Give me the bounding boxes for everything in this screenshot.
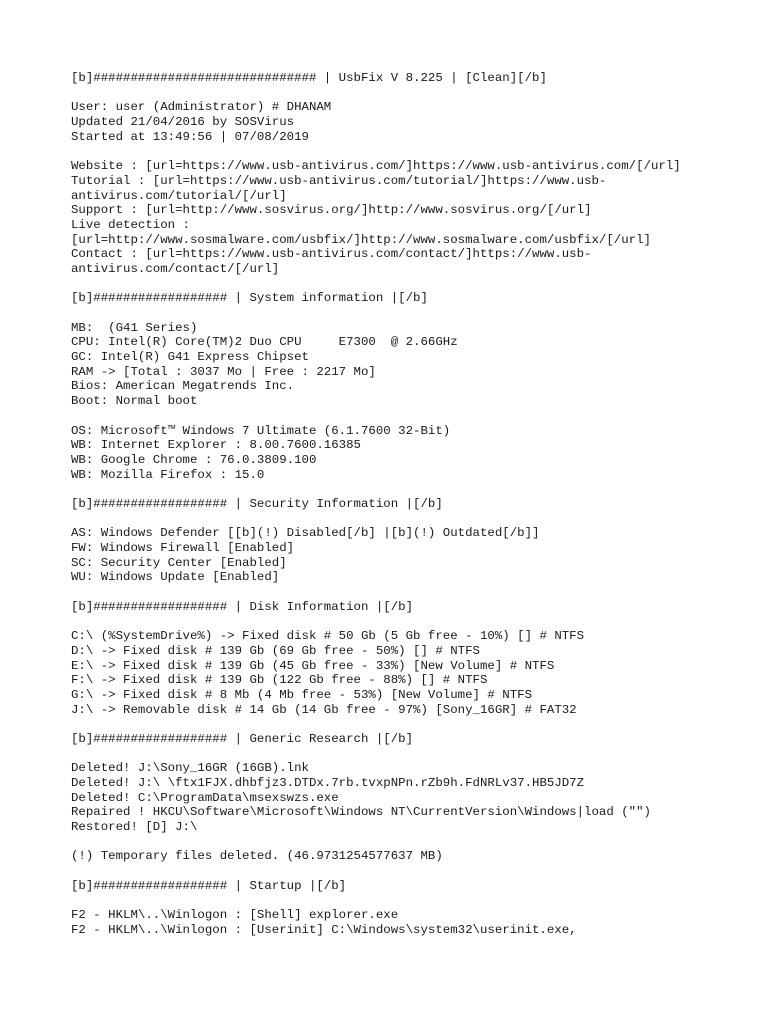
log-line: Started at 13:49:56 | 07/08/2019: [71, 129, 309, 144]
blank-line: [71, 86, 751, 101]
blank-line: [71, 717, 751, 732]
blank-line: [71, 614, 751, 629]
log-line: FW: Windows Firewall [Enabled]: [71, 541, 295, 555]
blank-line: [71, 512, 751, 527]
log-line: antivirus.com/contact/[/url]: [71, 261, 280, 276]
blank-line: [71, 747, 751, 762]
log-line: User: user (Administrator) # DHANAM: [71, 100, 332, 115]
log-line: F:\ -> Fixed disk # 139 Gb (122 Gb free - 88%) [] # NTFS: [71, 673, 488, 688]
blank-line: [71, 482, 751, 497]
log-line: D:\ -> Fixed disk # 139 Gb (69 Gb free - 50%) [] # NTFS: [71, 643, 480, 658]
log-line: Boot: Normal boot: [71, 394, 198, 409]
blank-line: [71, 585, 751, 600]
log-line: Deleted! J:\Sony_16GR (16GB).lnk: [71, 761, 309, 776]
log-document: [71, 71, 751, 938]
log-line: [b]################## | Startup |[/b]: [71, 878, 347, 893]
log-line: Deleted! J:\ \ftx1FJX.dhbfjz3.DTDx.7rb.tvxpNPn.rZb9h.FdNRLv37.HB5JD7Z: [71, 776, 585, 790]
blank-line: [71, 277, 751, 292]
log-line: J:\ -> Removable disk # 14 Gb (14 Gb free - 97%) [Sony_16GR] # FAT32: [71, 702, 577, 717]
log-line: RAM -> [Total : 3037 Mo | Free : 2217 Mo]: [71, 364, 376, 379]
log-line: C:\ (%SystemDrive%) -> Fixed disk # 50 Gb (5 Gb free - 10%) [] # NTFS: [71, 629, 585, 644]
log-line: OS: Microsoft™ Windows 7 Ultimate (6.1.7600 32-Bit): [71, 423, 451, 438]
log-line: F2 - HKLM\..\Winlogon : [Userinit] C:\Windows\system32\userinit.exe,: [71, 922, 577, 937]
log-line: Tutorial : [url=https://www.usb-antivirus.com/tutorial/]https://www.usb-: [71, 173, 607, 188]
log-line: MB: (G41 Series): [71, 320, 198, 335]
blank-line: [71, 835, 751, 850]
blank-line: [71, 306, 751, 321]
log-line: Deleted! C:\ProgramData\msexswzs.exe: [71, 790, 339, 805]
log-line: SC: Security Center [Enabled]: [71, 555, 287, 570]
log-line: WB: Internet Explorer : 8.00.7600.16385: [71, 438, 361, 453]
log-line: WU: Windows Update [Enabled]: [71, 570, 280, 585]
log-line: CPU: Intel(R) Core(TM)2 Duo CPU E7300 @ 2.66GHz: [71, 335, 458, 350]
log-line: WB: Mozilla Firefox : 15.0: [71, 467, 265, 482]
log-line: Repaired ! HKCU\Software\Microsoft\Windows NT\CurrentVersion\Windows|load (""): [71, 805, 651, 820]
log-line: Updated 21/04/2016 by SOSVirus: [71, 115, 295, 130]
blank-line: [71, 144, 751, 159]
log-line: Website : [url=https://www.usb-antivirus.com/]https://www.usb-antivirus.com/[/url]: [71, 159, 681, 174]
log-line: G:\ -> Fixed disk # 8 Mb (4 Mb free - 53%) [New Volume] # NTFS: [71, 687, 533, 702]
blank-line: [71, 409, 751, 424]
blank-line: [71, 864, 751, 879]
log-line: Bios: American Megatrends Inc.: [71, 379, 295, 394]
log-line: [b]################## | Security Information |[/b]: [71, 496, 443, 511]
log-line: Contact : [url=https://www.usb-antivirus.com/contact/]https://www.usb-: [71, 247, 592, 262]
log-line: [b]################## | Generic Research |[/b]: [71, 731, 414, 746]
log-line: WB: Google Chrome : 76.0.3809.100: [71, 452, 317, 467]
log-line: [b]################## | System information |[/b]: [71, 291, 428, 306]
blank-line: [71, 894, 751, 909]
log-line: E:\ -> Fixed disk # 139 Gb (45 Gb free - 33%) [New Volume] # NTFS: [71, 658, 555, 673]
log-line: [url=http://www.sosmalware.com/usbfix/]http://www.sosmalware.com/usbfix/[/url]: [71, 232, 651, 247]
log-line: (!) Temporary files deleted. (46.9731254577637 MB): [71, 849, 443, 864]
log-line: Live detection :: [71, 217, 190, 232]
log-line: [b]############################## | UsbFix V 8.225 | [Clean][/b]: [71, 71, 547, 85]
log-line: GC: Intel(R) G41 Express Chipset: [71, 350, 309, 365]
log-line: Support : [url=http://www.sosvirus.org/]http://www.sosvirus.org/[/url]: [71, 203, 592, 218]
log-line: AS: Windows Defender [[b](!) Disabled[/b] |[b](!) Outdated[/b]]: [71, 526, 540, 541]
log-line: Restored! [D] J:\: [71, 820, 198, 835]
log-line: antivirus.com/tutorial/[/url]: [71, 188, 287, 203]
log-line: [b]################## | Disk Information |[/b]: [71, 599, 414, 614]
log-line: F2 - HKLM\..\Winlogon : [Shell] explorer.exe: [71, 908, 399, 923]
